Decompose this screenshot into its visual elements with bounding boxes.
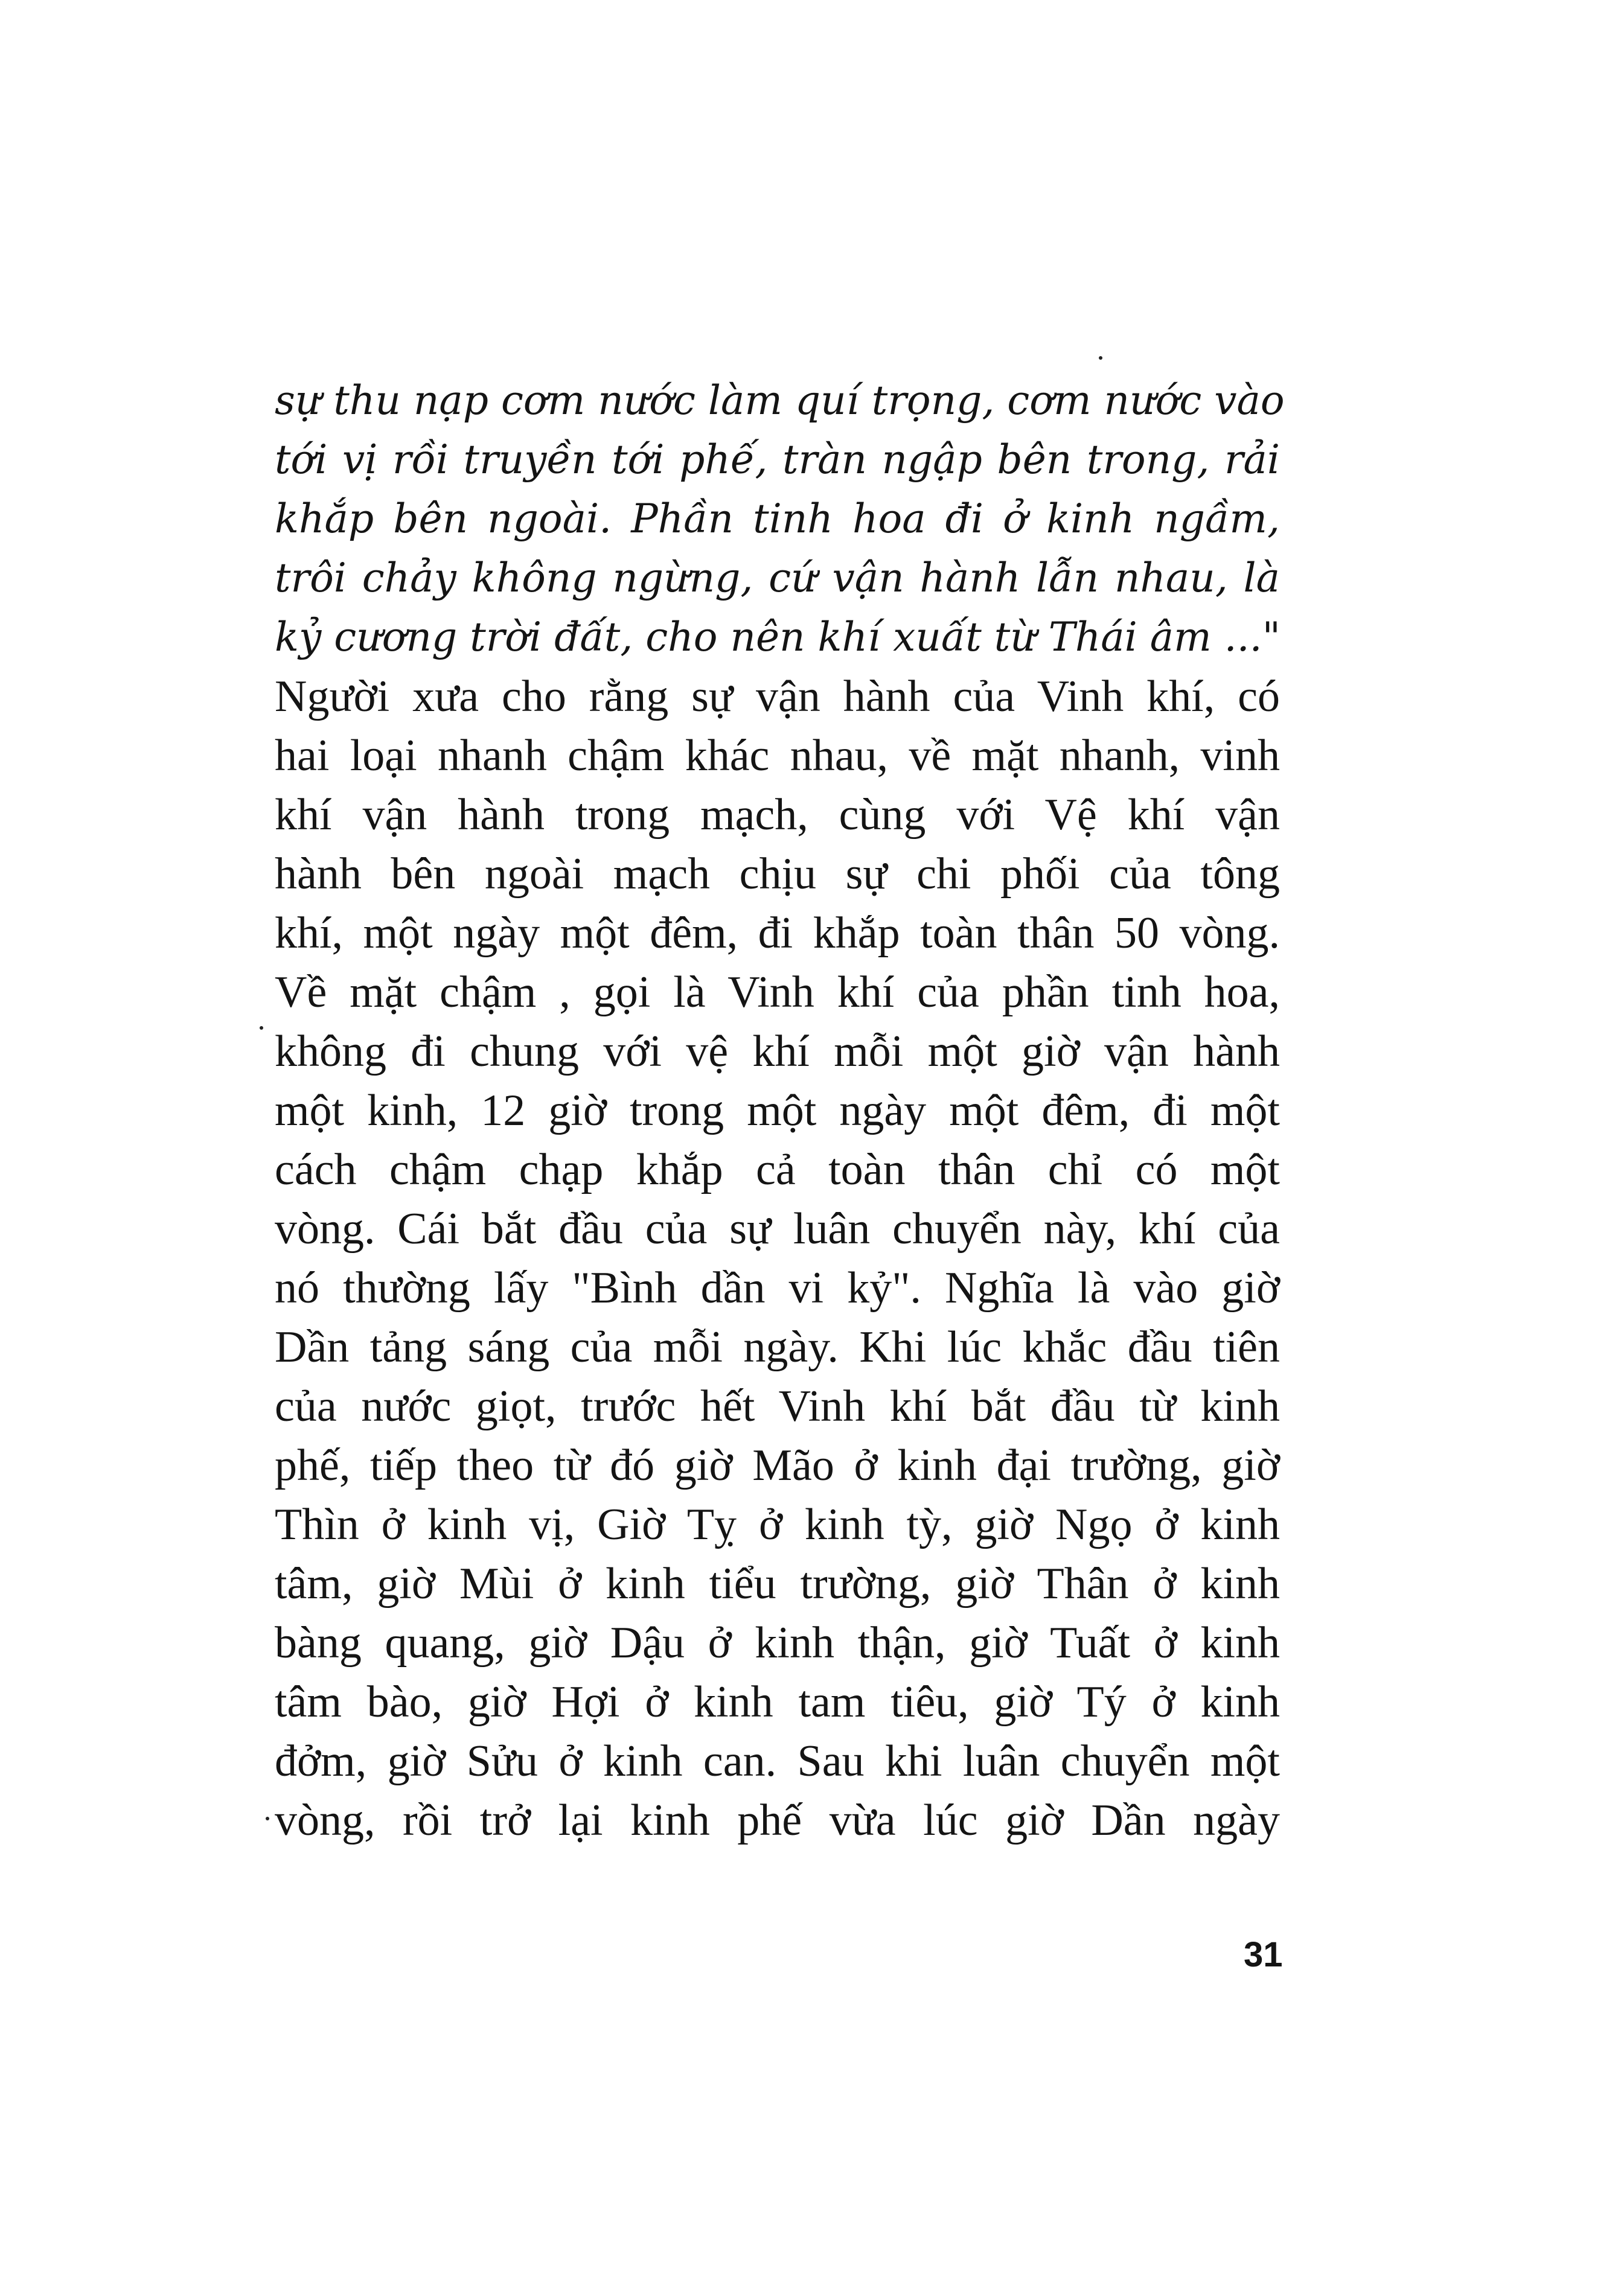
- text-line: đởm, giờ Sửu ở kinh can. Sau khi luân chuyển một: [275, 1736, 1280, 1786]
- text-line: kỷ cương trời đất, cho nên khí xuất từ Thái âm ...": [275, 614, 1281, 660]
- text-line: nó thường lấy "Bình dần vi kỷ". Nghĩa là vào giờ: [275, 1263, 1280, 1313]
- text-line: vòng, rồi trở lại kinh phế vừa lúc giờ Dần ngày: [275, 1796, 1280, 1845]
- text-line: khí, một ngày một đêm, đi khắp toàn thân 50 vòng.: [275, 908, 1280, 958]
- text-line: Về mặt chậm , gọi là Vinh khí của phần tinh hoa,: [275, 968, 1280, 1017]
- text-line: sự thu nạp cơm nước làm quí trọng, cơm nước vào: [275, 377, 1285, 424]
- text-line: tâm, giờ Mùi ở kinh tiểu trường, giờ Thân ở kinh: [275, 1559, 1280, 1609]
- text-line: bàng quang, giờ Dậu ở kinh thận, giờ Tuất ở kinh: [275, 1618, 1280, 1668]
- text-line: khí vận hành trong mạch, cùng với Vệ khí vận: [275, 790, 1280, 840]
- text-line: vòng. Cái bắt đầu của sự luân chuyển này, khí của: [275, 1204, 1280, 1254]
- text-line: hai loại nhanh chậm khác nhau, về mặt nhanh, vinh: [275, 731, 1280, 780]
- text-line: Thìn ở kinh vị, Giờ Tỵ ở kinh tỳ, giờ Ngọ ở kinh: [275, 1500, 1280, 1549]
- text-line: tâm bào, giờ Hợi ở kinh tam tiêu, giờ Tý ở kinh: [275, 1677, 1280, 1727]
- text-line: một kinh, 12 giờ trong một ngày một đêm, đi một: [275, 1086, 1280, 1135]
- text-line: khắp bên ngoài. Phần tinh hoa đi ở kinh ngầm,: [275, 496, 1280, 542]
- text-line: Dần tảng sáng của mỗi ngày. Khi lúc khắc đầu tiên: [275, 1322, 1280, 1372]
- text-line: trôi chảy không ngừng, cứ vận hành lẫn nhau, là: [275, 555, 1280, 601]
- text-line: cách chậm chạp khắp cả toàn thân chỉ có một: [275, 1145, 1280, 1194]
- body-text: [275, 371, 1285, 1850]
- scan-speck: [260, 1026, 263, 1030]
- scan-speck: [1099, 356, 1102, 360]
- text-line: hành bên ngoài mạch chịu sự chi phối của tông: [275, 849, 1280, 899]
- text-line: Người xưa cho rằng sự vận hành của Vinh khí, có: [275, 672, 1280, 721]
- text-line: của nước giọt, trước hết Vinh khí bắt đầu từ kinh: [275, 1382, 1280, 1431]
- page-number: 31: [1244, 1935, 1283, 1974]
- text-line: phế, tiếp theo từ đó giờ Mão ở kinh đại trường, giờ: [275, 1441, 1280, 1490]
- text-line: tới vị rồi truyền tới phế, tràn ngập bên trong, rải: [275, 436, 1280, 483]
- text-line: không đi chung với vệ khí mỗi một giờ vận hành: [275, 1027, 1280, 1076]
- scan-speck: [266, 1817, 269, 1820]
